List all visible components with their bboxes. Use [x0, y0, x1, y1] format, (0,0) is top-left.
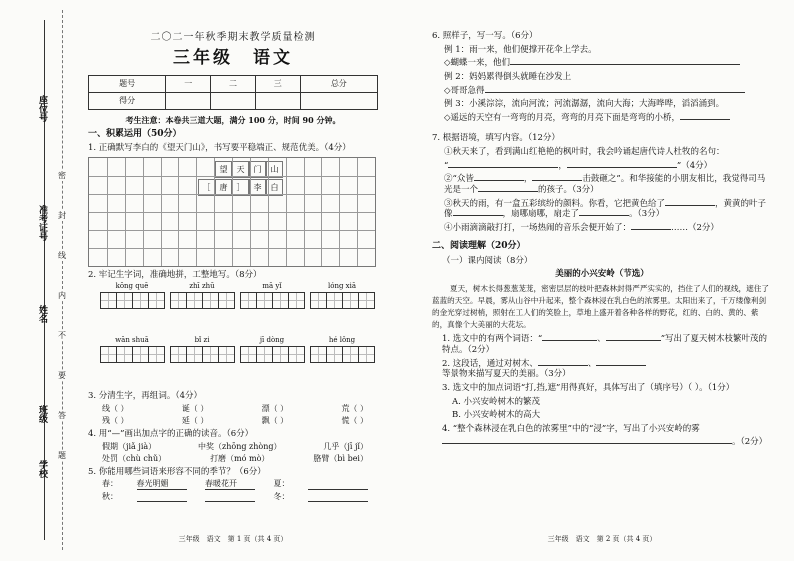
- q6-prompt: ◇哥哥急得: [444, 85, 485, 96]
- answer-box[interactable]: [100, 346, 117, 363]
- seal-char: 要: [58, 371, 66, 380]
- season-label: 秋：: [102, 492, 118, 502]
- reading-choice[interactable]: 处罚（chù chǔ）: [102, 453, 167, 463]
- q7-item-4: [432, 223, 772, 234]
- word-pair[interactable]: 漂（ ）: [261, 403, 289, 413]
- school-label: 学校: [37, 460, 47, 478]
- answer-box[interactable]: [170, 292, 187, 309]
- grid-char: 山: [266, 161, 283, 178]
- word-pair[interactable]: 荒（ ）: [341, 403, 368, 413]
- question-7: 7. 根据语境，填写内容。（12分）: [432, 133, 560, 144]
- answer-box[interactable]: [240, 346, 257, 363]
- answer-box[interactable]: [170, 346, 187, 363]
- score-cell[interactable]: [166, 92, 211, 109]
- q7-answer[interactable]: [532, 180, 582, 181]
- word-pair[interactable]: 诞（ ）: [181, 403, 209, 413]
- q4-row: [102, 454, 368, 464]
- option-b[interactable]: B. 小兴安岭树木的高大: [452, 410, 541, 421]
- word-pair[interactable]: 残（ ）: [102, 415, 129, 425]
- q6-prompt: ◇遥远的天空有一弯弯的月亮，弯弯的月亮下面是弯弯的小桥，: [444, 112, 681, 123]
- rq-text: ”写出了夏天树木枝繁叶茂的特点。（2分）: [442, 334, 768, 356]
- answer-box[interactable]: [240, 292, 257, 309]
- rq-answer[interactable]: [442, 443, 732, 444]
- word-pair[interactable]: 飘（ ）: [261, 415, 289, 425]
- pinyin: bǐ zi: [194, 336, 210, 345]
- score-header: 题号: [89, 75, 166, 92]
- pinyin-group: [310, 282, 374, 309]
- grid-line: [89, 176, 375, 177]
- score-cell[interactable]: [211, 92, 256, 109]
- grid-char: 白: [266, 179, 283, 196]
- q7-item-3: [432, 199, 772, 220]
- q7-answer[interactable]: [579, 215, 629, 216]
- q7-text: ，黄黄的叶子像: [444, 198, 767, 220]
- q3-row: [102, 416, 368, 426]
- q7-text: ③秋天的雨，有一盒五彩缤纷的颜料。你看，它把黄色给了: [444, 198, 666, 209]
- section-1-title: 一、积累运用（50分）: [88, 128, 182, 139]
- binding-margin: [0, 0, 78, 561]
- answer-box[interactable]: [132, 346, 149, 363]
- q7-answer[interactable]: [448, 167, 558, 168]
- season-word[interactable]: 春暖花开: [205, 479, 255, 490]
- grid-line: [89, 230, 375, 231]
- exam-note: 考生注意：本卷共三道大题，满分 100 分，时间 90 分钟。: [125, 114, 341, 125]
- q7-text: 的孩子。（3分）: [538, 184, 599, 195]
- reading-choice[interactable]: 打磨（mó mò）: [210, 453, 270, 463]
- pinyin-group: [100, 282, 164, 309]
- option-a[interactable]: A. 小兴安岭树木的繁茂: [452, 396, 541, 407]
- reading-q2: 2. 这段话，通过对树木、 、等景物来描写夏天的美丽。（3分）: [432, 359, 772, 380]
- grid-char: ［: [198, 179, 215, 196]
- seal-char: 内: [58, 291, 66, 300]
- answer-box[interactable]: [342, 346, 359, 363]
- section-2-title: 二、阅读理解（20分）: [432, 241, 526, 252]
- q4-row: [102, 442, 368, 452]
- q6-item-2: [432, 86, 772, 97]
- answer-box[interactable]: [202, 346, 219, 363]
- q7-text: ②“众皆: [444, 174, 474, 185]
- q7-text: ④小雨滴滴敲打打，一场热闹的音乐会便开始了：: [444, 222, 632, 233]
- season-word[interactable]: 春光明媚: [137, 479, 187, 490]
- exam-title: 二〇二一年秋季期末教学质量检测: [150, 32, 316, 43]
- grid-char: 天: [232, 161, 249, 178]
- season-answer[interactable]: [308, 492, 368, 502]
- score-label: 得分: [89, 92, 166, 109]
- quote-close: ”（4分）: [676, 160, 713, 171]
- question-5: 5. 你能用哪些词语来形容不同的季节？（6分）: [88, 466, 266, 477]
- q6-answer[interactable]: [485, 92, 745, 93]
- answer-box[interactable]: [148, 292, 165, 309]
- answer-box[interactable]: [116, 292, 133, 309]
- score-header: 二: [211, 75, 256, 92]
- pinyin-rows: [88, 336, 378, 388]
- q7-answer[interactable]: [478, 191, 538, 192]
- score-cell[interactable]: [300, 92, 377, 109]
- q6-answer[interactable]: [680, 119, 730, 120]
- rq-text: 。（2分）: [732, 437, 768, 448]
- q7-answer[interactable]: [474, 180, 524, 181]
- rq-answer[interactable]: [606, 340, 661, 341]
- score-cell[interactable]: [255, 92, 300, 109]
- grid-char: ］: [232, 179, 249, 196]
- pinyin-group: [240, 282, 304, 309]
- answer-box[interactable]: [326, 292, 343, 309]
- question-2: 2. 牢记生字词，准确地拼，工整地写。（8分）: [88, 269, 262, 280]
- q6-item-3: [432, 113, 772, 124]
- seal-char: 封: [58, 211, 66, 220]
- seal-char: 密: [58, 171, 66, 180]
- rq-text: 等景物来描写夏天的美丽。（3分）: [442, 369, 571, 380]
- grid-line: [89, 194, 375, 195]
- q6-example-3: 例 3：小溪淙淙，流向河流；河流潺潺，流向大海；大海哗哗，滔滔涌到。: [444, 99, 725, 110]
- section-2-sub: （一）课内阅读（8分）: [442, 255, 533, 266]
- pinyin-group: [100, 336, 164, 363]
- q5-row: [102, 479, 368, 490]
- reading-choice[interactable]: 中奖（zhōng zhòng）: [198, 441, 282, 451]
- season-label: 冬：: [273, 492, 290, 502]
- seal-char: 不: [58, 331, 66, 340]
- page-1: [88, 0, 378, 502]
- page-2: [432, 28, 772, 448]
- seal-char: 线: [58, 251, 66, 260]
- rq-text: 2. 这段话，通过对树木、: [442, 358, 538, 369]
- q7-item-1: ①秋天来了，看到满山红艳艳的枫叶时，我会吟诵起唐代诗人杜牧的名句：: [444, 147, 725, 157]
- seal-char: 答: [58, 411, 66, 420]
- answer-box[interactable]: [288, 292, 305, 309]
- seat-label: 座位号: [37, 95, 47, 122]
- question-6: 6. 照样子，写一写。（6分）: [432, 31, 538, 41]
- score-header: 三: [255, 75, 300, 92]
- season-word[interactable]: [137, 492, 187, 502]
- score-table: [88, 75, 378, 110]
- grid-char: 望: [215, 161, 232, 178]
- q7-answer[interactable]: [631, 229, 671, 230]
- season-label: 夏：: [273, 479, 290, 489]
- word-pair[interactable]: 慌（ ）: [341, 415, 368, 425]
- q7-item-1-answer: “ ， ”（4分）: [444, 160, 713, 171]
- class-label: 班级: [37, 405, 47, 423]
- pinyin: lóng xiā: [327, 282, 357, 291]
- grid-char: 门: [249, 161, 266, 178]
- answer-box[interactable]: [272, 346, 289, 363]
- q3-row: [102, 404, 368, 414]
- reading-q4: 4. “整个森林浸在乳白色的浓雾里”中的“浸”字，写出了小兴安岭的雾: [442, 423, 700, 434]
- grid-char: 唐: [215, 179, 232, 196]
- q6-answer[interactable]: [510, 64, 740, 65]
- answer-box[interactable]: [358, 346, 375, 363]
- answer-box[interactable]: [218, 292, 235, 309]
- rq-answer[interactable]: [542, 340, 597, 341]
- answer-box[interactable]: [358, 292, 375, 309]
- answer-box[interactable]: [186, 346, 203, 363]
- quote-open: “: [444, 160, 449, 171]
- q6-item-1: [432, 58, 772, 69]
- pinyin-group: [170, 282, 234, 309]
- pinyin: jī dòng: [259, 336, 285, 345]
- reading-choice[interactable]: 假期（jiǎ jià）: [102, 441, 157, 451]
- q6-prompt: ◇蝴蝶一来，他们: [444, 58, 511, 69]
- answer-box[interactable]: [272, 292, 289, 309]
- q7-answer[interactable]: [665, 205, 715, 206]
- answer-box[interactable]: [132, 292, 149, 309]
- question-4: 4. 用“—”画出加点字的正确的读音。（6分）: [88, 428, 254, 439]
- pinyin-group: [240, 336, 304, 363]
- passage-text: 夏天，树木长得葱葱茏茏，密密层层的枝叶把森林封得严严实实的，挡住了人们的视线，遮住了蓝蓝的天空。早晨，雾从山谷中升起来，整个森林浸在乳白色的浓雾里。太阳出来了，千万缕像利剑的金光穿过树梢，照射在工人们的笑脸上，草地上盛开着各种各样的野花，红的、白的、黄的、紫的，真像个大美丽的大花坛。: [432, 283, 769, 330]
- q7-item-2: ②“众皆 ， 击鼓砸之”。和华接能的小朋友相比，我觉得司马光是一个 的孩子。（3分）: [444, 174, 766, 195]
- answer-box[interactable]: [256, 292, 273, 309]
- answer-box[interactable]: [218, 346, 235, 363]
- q6-example-1: 例 1：雨一来，他们便撑开花伞上学去。: [444, 44, 597, 55]
- score-header: 一: [166, 75, 211, 92]
- answer-box[interactable]: [202, 292, 219, 309]
- reading-q3: 3. 选文中的加点词语“打,挡,遮”用得真好，具体写出了（填序号）（ ）。（1分）: [442, 382, 735, 393]
- q7-text: 击鼓砸之”。和华接能的小朋友相比，我觉得司马光是一个: [444, 174, 766, 195]
- passage-title: 美丽的小兴安岭（节选）: [555, 269, 649, 280]
- q7-text: ，扇哪扇哪，扇走了: [502, 209, 580, 220]
- page-1-footer: 三年级 语文 第 1 页（共 4 页）: [178, 535, 288, 543]
- grid-char: 李: [249, 179, 266, 196]
- reading-choice[interactable]: 胳臂（bì bei）: [313, 453, 368, 463]
- q7-text: 。（3分）: [629, 209, 665, 220]
- answer-box[interactable]: [310, 292, 327, 309]
- season-answer[interactable]: [308, 479, 368, 490]
- name-label: 姓名: [37, 305, 47, 323]
- word-pair[interactable]: 线（ ）: [102, 403, 129, 413]
- q6-example-2: 例 2：妈妈累得倒头就睡在沙发上: [444, 71, 572, 82]
- rq-answer[interactable]: [538, 365, 588, 366]
- grid-line: [89, 248, 375, 249]
- reading-choice[interactable]: 几乎（jī jǐ）: [323, 441, 368, 451]
- q7-text: ……（2分）: [671, 222, 719, 233]
- season-word[interactable]: [205, 492, 255, 502]
- reading-q1: 1. 选文中的有两个词语：“ 、 ”写出了夏天树木枝繁叶茂的特点。（2分）: [442, 334, 768, 356]
- pinyin-group: [310, 336, 374, 363]
- answer-box[interactable]: [116, 346, 133, 363]
- pinyin: hé lǒng: [328, 336, 356, 345]
- reading-q4-answer: [432, 437, 772, 448]
- writing-grid[interactable]: [88, 157, 376, 267]
- q7-answer[interactable]: [567, 167, 677, 168]
- pinyin: wān shuā: [115, 336, 149, 345]
- word-pair[interactable]: 延（ ）: [181, 415, 209, 425]
- rq-text: 1. 选文中的有两个词语：“: [442, 334, 543, 345]
- answer-box[interactable]: [186, 292, 203, 309]
- grade-subject: 三年级 语文: [173, 47, 293, 68]
- grid-line: [89, 212, 375, 213]
- question-3: 3. 分清生字，再组词。（4分）: [88, 391, 202, 402]
- pinyin-rows: [88, 282, 378, 334]
- score-header: 总分: [300, 75, 377, 92]
- pinyin: mā yǐ: [262, 282, 282, 291]
- question-1: 1. 正确默写李白的《望天门山》，书写要平稳端正、规范优美。（4分）: [88, 143, 351, 153]
- q5-row: [102, 492, 368, 502]
- answer-box[interactable]: [342, 292, 359, 309]
- exam-no-label: 准考证号: [37, 205, 47, 241]
- pinyin-group: [170, 336, 234, 363]
- seal-line: [62, 10, 63, 550]
- answer-box[interactable]: [288, 346, 305, 363]
- page-2-footer: 三年级 语文 第 2 页（共 4 页）: [547, 535, 657, 543]
- q7-answer[interactable]: [453, 215, 503, 216]
- rq-answer[interactable]: [596, 365, 646, 366]
- answer-box[interactable]: [326, 346, 343, 363]
- seal-char: 题: [58, 451, 66, 460]
- pinyin: kōng quē: [115, 282, 149, 291]
- answer-box[interactable]: [310, 346, 327, 363]
- season-label: 春：: [102, 479, 118, 489]
- answer-box[interactable]: [148, 346, 165, 363]
- answer-box[interactable]: [256, 346, 273, 363]
- answer-box[interactable]: [100, 292, 117, 309]
- pinyin: zhī zhū: [189, 282, 215, 291]
